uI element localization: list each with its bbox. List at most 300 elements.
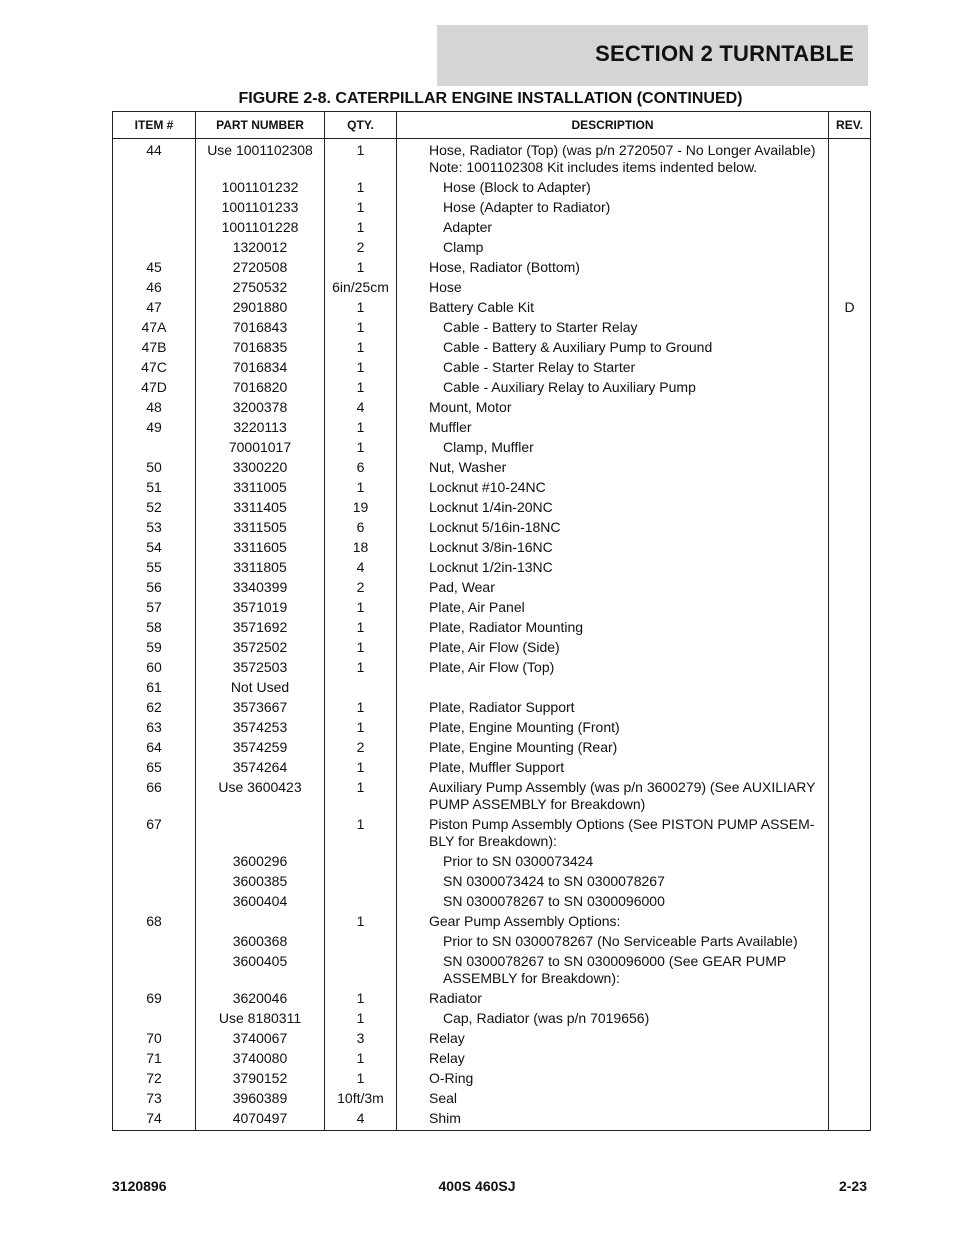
cell-item-number: 61 [113, 677, 196, 697]
cell-item-number: 71 [113, 1048, 196, 1068]
table-row [113, 397, 871, 417]
table-row [113, 139, 871, 178]
cell-item-number: 46 [113, 277, 196, 297]
cell-item-number: 66 [113, 777, 196, 814]
cell-description [397, 457, 829, 477]
cell-revision [829, 217, 871, 237]
description-text: Hose [429, 279, 462, 295]
cell-part-number: 3220113 [196, 417, 325, 437]
cell-description [397, 477, 829, 497]
cell-part-number: Use 3600423 [196, 777, 325, 814]
table-row [113, 1108, 871, 1131]
table-row [113, 317, 871, 337]
description-text: Plate, Air Flow (Top) [429, 659, 555, 675]
cell-description [397, 871, 829, 891]
cell-revision [829, 357, 871, 377]
cell-revision [829, 1048, 871, 1068]
table-row [113, 697, 871, 717]
cell-part-number: 3573667 [196, 697, 325, 717]
cell-description [397, 397, 829, 417]
description-text: Prior to SN 0300078267 (No Serviceable Parts Available) [443, 933, 798, 949]
description-text: Relay [429, 1030, 465, 1046]
table-row [113, 871, 871, 891]
cell-part-number: 3311005 [196, 477, 325, 497]
cell-item-number: 65 [113, 757, 196, 777]
description-text: Hose, Radiator (Top) (was p/n 2720507 - No Longer Available) Note: 1001102308 Kit includes items indented below. [429, 142, 816, 175]
description-text: Plate, Radiator Support [429, 699, 575, 715]
table-row [113, 677, 871, 697]
description-text: Prior to SN 0300073424 [443, 853, 594, 869]
description-text: Plate, Radiator Mounting [429, 619, 584, 635]
description-text: Locknut 3/8in-16NC [429, 539, 553, 555]
table-row [113, 437, 871, 457]
cell-description [397, 297, 829, 317]
description-text: Seal [429, 1090, 458, 1106]
cell-description [397, 337, 829, 357]
description-text: Cap, Radiator (was p/n 7019656) [443, 1010, 650, 1026]
cell-item-number: 47D [113, 377, 196, 397]
description-text: Hose, Radiator (Bottom) [429, 259, 580, 275]
cell-revision [829, 1028, 871, 1048]
table-row [113, 597, 871, 617]
description-text: Battery Cable Kit [429, 299, 535, 315]
cell-quantity: 6in/25cm [325, 277, 397, 297]
cell-description [397, 737, 829, 757]
cell-quantity: 2 [325, 237, 397, 257]
cell-part-number: 3620046 [196, 988, 325, 1008]
column-header-description: DESCRIPTION [397, 112, 829, 139]
cell-revision [829, 737, 871, 757]
cell-part-number: 3311805 [196, 557, 325, 577]
cell-part-number: 3600404 [196, 891, 325, 911]
description-text: Hose (Block to Adapter) [443, 179, 591, 195]
cell-part-number [196, 814, 325, 851]
description-text: SN 0300078267 to SN 0300096000 (See GEAR PUMP ASSEMBLY for Breakdown): [443, 953, 787, 986]
description-text: Shim [429, 1110, 461, 1126]
cell-item-number: 44 [113, 139, 196, 178]
cell-part-number: 2750532 [196, 277, 325, 297]
table-row [113, 277, 871, 297]
cell-item-number: 74 [113, 1108, 196, 1131]
description-text: Radiator [429, 990, 482, 1006]
cell-revision [829, 851, 871, 871]
description-text: Clamp [443, 239, 484, 255]
cell-revision [829, 1088, 871, 1108]
table-row [113, 891, 871, 911]
description-text: Locknut 1/2in-13NC [429, 559, 553, 575]
cell-quantity: 1 [325, 477, 397, 497]
cell-item-number: 62 [113, 697, 196, 717]
cell-item-number [113, 951, 196, 988]
cell-part-number: 3740067 [196, 1028, 325, 1048]
table-row [113, 537, 871, 557]
cell-revision [829, 814, 871, 851]
table-row [113, 297, 871, 317]
cell-part-number: 3740080 [196, 1048, 325, 1068]
cell-revision [829, 557, 871, 577]
table-row [113, 497, 871, 517]
table-row [113, 911, 871, 931]
cell-description [397, 377, 829, 397]
cell-quantity: 1 [325, 337, 397, 357]
cell-description [397, 597, 829, 617]
cell-revision [829, 277, 871, 297]
cell-part-number: 1001101232 [196, 177, 325, 197]
cell-revision [829, 177, 871, 197]
cell-revision [829, 637, 871, 657]
table-row [113, 637, 871, 657]
cell-description [397, 577, 829, 597]
table-row [113, 717, 871, 737]
cell-part-number: 3311505 [196, 517, 325, 537]
cell-revision [829, 437, 871, 457]
cell-revision [829, 517, 871, 537]
cell-part-number: Use 8180311 [196, 1008, 325, 1028]
table-row [113, 457, 871, 477]
cell-revision [829, 457, 871, 477]
table-row [113, 557, 871, 577]
cell-item-number [113, 871, 196, 891]
table-row [113, 517, 871, 537]
cell-description [397, 717, 829, 737]
cell-revision [829, 497, 871, 517]
cell-part-number: 3340399 [196, 577, 325, 597]
description-text: Cable - Starter Relay to Starter [443, 359, 636, 375]
description-text: Mount, Motor [429, 399, 512, 415]
cell-part-number: 3571019 [196, 597, 325, 617]
cell-part-number: 3960389 [196, 1088, 325, 1108]
table-row [113, 177, 871, 197]
table-row [113, 777, 871, 814]
cell-revision [829, 891, 871, 911]
cell-description [397, 757, 829, 777]
cell-item-number: 58 [113, 617, 196, 637]
cell-quantity: 1 [325, 657, 397, 677]
table-row [113, 951, 871, 988]
cell-part-number: 3572503 [196, 657, 325, 677]
cell-revision [829, 577, 871, 597]
description-text: Locknut 5/16in-18NC [429, 519, 561, 535]
cell-description [397, 139, 829, 178]
cell-description [397, 417, 829, 437]
table-row [113, 1028, 871, 1048]
cell-revision [829, 257, 871, 277]
cell-item-number: 54 [113, 537, 196, 557]
cell-revision [829, 717, 871, 737]
cell-description [397, 557, 829, 577]
description-text: Muffler [429, 419, 472, 435]
table-row [113, 1048, 871, 1068]
cell-item-number: 47C [113, 357, 196, 377]
cell-revision [829, 657, 871, 677]
cell-quantity: 1 [325, 1068, 397, 1088]
cell-item-number: 51 [113, 477, 196, 497]
cell-revision [829, 237, 871, 257]
cell-quantity [325, 851, 397, 871]
cell-part-number: 7016834 [196, 357, 325, 377]
cell-item-number: 68 [113, 911, 196, 931]
cell-description [397, 177, 829, 197]
cell-revision [829, 677, 871, 697]
cell-quantity: 1 [325, 197, 397, 217]
description-text: O-Ring [429, 1070, 474, 1086]
description-text: Gear Pump Assembly Options: [429, 913, 621, 929]
cell-item-number: 73 [113, 1088, 196, 1108]
description-text: Relay [429, 1050, 465, 1066]
table-row [113, 814, 871, 851]
parts-table-body [113, 139, 871, 1131]
table-row [113, 337, 871, 357]
cell-description [397, 277, 829, 297]
cell-revision [829, 537, 871, 557]
cell-description [397, 891, 829, 911]
description-text: Plate, Air Flow (Side) [429, 639, 560, 655]
table-row [113, 1008, 871, 1028]
cell-quantity: 18 [325, 537, 397, 557]
cell-revision [829, 197, 871, 217]
description-text: Plate, Engine Mounting (Rear) [429, 739, 618, 755]
cell-item-number: 55 [113, 557, 196, 577]
cell-part-number: 7016843 [196, 317, 325, 337]
cell-revision [829, 951, 871, 988]
cell-quantity: 3 [325, 1028, 397, 1048]
cell-quantity: 1 [325, 814, 397, 851]
cell-revision [829, 417, 871, 437]
cell-quantity [325, 951, 397, 988]
cell-revision [829, 397, 871, 417]
table-row [113, 357, 871, 377]
cell-description [397, 851, 829, 871]
cell-quantity: 1 [325, 637, 397, 657]
cell-description [397, 1008, 829, 1028]
cell-quantity [325, 931, 397, 951]
cell-part-number: 7016835 [196, 337, 325, 357]
cell-description [397, 197, 829, 217]
cell-part-number: 3600405 [196, 951, 325, 988]
table-row [113, 477, 871, 497]
description-text: SN 0300073424 to SN 0300078267 [443, 873, 665, 889]
cell-quantity: 6 [325, 457, 397, 477]
cell-quantity: 1 [325, 177, 397, 197]
cell-quantity: 1 [325, 597, 397, 617]
cell-quantity: 19 [325, 497, 397, 517]
cell-description [397, 1108, 829, 1131]
cell-revision [829, 697, 871, 717]
cell-item-number: 47 [113, 297, 196, 317]
cell-revision [829, 617, 871, 637]
cell-revision [829, 377, 871, 397]
cell-quantity: 1 [325, 417, 397, 437]
table-row [113, 657, 871, 677]
cell-item-number: 48 [113, 397, 196, 417]
cell-description [397, 537, 829, 557]
footer-model: 400S 460SJ [438, 1178, 516, 1194]
cell-quantity: 6 [325, 517, 397, 537]
cell-part-number: 2720508 [196, 257, 325, 277]
table-row [113, 988, 871, 1008]
cell-revision [829, 597, 871, 617]
table-row [113, 197, 871, 217]
cell-item-number [113, 177, 196, 197]
table-row [113, 577, 871, 597]
cell-item-number [113, 437, 196, 457]
cell-quantity: 10ft/3m [325, 1088, 397, 1108]
cell-revision: D [829, 297, 871, 317]
cell-item-number: 60 [113, 657, 196, 677]
cell-description [397, 517, 829, 537]
cell-part-number: 4070497 [196, 1108, 325, 1131]
cell-item-number [113, 197, 196, 217]
cell-description [397, 617, 829, 637]
cell-description [397, 911, 829, 931]
cell-part-number: 3600385 [196, 871, 325, 891]
cell-description [397, 237, 829, 257]
cell-quantity: 1 [325, 911, 397, 931]
cell-description [397, 1028, 829, 1048]
cell-description [397, 357, 829, 377]
cell-quantity: 1 [325, 357, 397, 377]
cell-item-number: 53 [113, 517, 196, 537]
cell-item-number: 52 [113, 497, 196, 517]
cell-quantity: 1 [325, 317, 397, 337]
section-title: SECTION 2 TURNTABLE [595, 41, 854, 66]
cell-item-number: 47B [113, 337, 196, 357]
cell-revision [829, 1068, 871, 1088]
cell-item-number: 63 [113, 717, 196, 737]
parts-table [112, 111, 871, 1131]
cell-item-number: 64 [113, 737, 196, 757]
description-text: Plate, Engine Mounting (Front) [429, 719, 620, 735]
column-header-rev: REV. [829, 112, 871, 139]
cell-description [397, 951, 829, 988]
description-text: Locknut #10-24NC [429, 479, 546, 495]
table-row [113, 931, 871, 951]
cell-item-number: 59 [113, 637, 196, 657]
cell-part-number: 1001101233 [196, 197, 325, 217]
cell-description [397, 497, 829, 517]
cell-part-number: 3311405 [196, 497, 325, 517]
cell-description [397, 697, 829, 717]
cell-description [397, 1048, 829, 1068]
cell-part-number: 7016820 [196, 377, 325, 397]
description-text: Cable - Auxiliary Relay to Auxiliary Pump [443, 379, 696, 395]
cell-part-number: 3790152 [196, 1068, 325, 1088]
description-text: SN 0300078267 to SN 0300096000 [443, 893, 665, 909]
cell-part-number: Not Used [196, 677, 325, 697]
cell-item-number [113, 891, 196, 911]
cell-part-number: 3600368 [196, 931, 325, 951]
description-text: Plate, Muffler Support [429, 759, 565, 775]
cell-quantity: 4 [325, 397, 397, 417]
cell-quantity: 1 [325, 377, 397, 397]
table-row [113, 217, 871, 237]
footer-publication-number: 3120896 [112, 1178, 167, 1194]
cell-part-number [196, 911, 325, 931]
cell-description [397, 657, 829, 677]
cell-quantity: 1 [325, 717, 397, 737]
cell-part-number: 2901880 [196, 297, 325, 317]
cell-quantity: 4 [325, 557, 397, 577]
cell-part-number: 3574259 [196, 737, 325, 757]
cell-quantity: 2 [325, 737, 397, 757]
cell-quantity: 4 [325, 1108, 397, 1131]
cell-part-number: 70001017 [196, 437, 325, 457]
footer-page-number: 2-23 [838, 1178, 867, 1194]
column-header-item: ITEM # [113, 112, 196, 139]
cell-revision [829, 317, 871, 337]
cell-quantity: 1 [325, 217, 397, 237]
table-row [113, 617, 871, 637]
cell-description [397, 677, 829, 697]
table-row [113, 237, 871, 257]
cell-description [397, 814, 829, 851]
cell-description [397, 1088, 829, 1108]
cell-part-number: 1001101228 [196, 217, 325, 237]
cell-part-number: Use 1001102308 [196, 139, 325, 178]
cell-item-number: 56 [113, 577, 196, 597]
column-header-part-number: PART NUMBER [196, 112, 325, 139]
cell-quantity: 1 [325, 757, 397, 777]
table-row [113, 757, 871, 777]
cell-part-number: 3200378 [196, 397, 325, 417]
cell-quantity: 1 [325, 1048, 397, 1068]
cell-quantity [325, 891, 397, 911]
cell-item-number [113, 237, 196, 257]
figure-title: FIGURE 2-8. CATERPILLAR ENGINE INSTALLATION (CONTINUED) [238, 90, 743, 107]
cell-quantity [325, 871, 397, 891]
cell-revision [829, 911, 871, 931]
cell-description [397, 931, 829, 951]
cell-revision [829, 988, 871, 1008]
cell-revision [829, 931, 871, 951]
cell-item-number: 72 [113, 1068, 196, 1088]
description-text: Cable - Battery to Starter Relay [443, 319, 638, 335]
cell-revision [829, 777, 871, 814]
description-text: Nut, Washer [429, 459, 507, 475]
cell-revision [829, 757, 871, 777]
cell-quantity: 1 [325, 257, 397, 277]
cell-description [397, 317, 829, 337]
description-text: Piston Pump Assembly Options (See PISTON PUMP ASSEM- BLY for Breakdown): [429, 816, 815, 849]
table-row [113, 257, 871, 277]
section-banner [437, 25, 868, 86]
cell-part-number: 1320012 [196, 237, 325, 257]
cell-item-number [113, 931, 196, 951]
cell-quantity: 1 [325, 139, 397, 178]
description-text: Adapter [443, 219, 493, 235]
column-header-qty: QTY. [325, 112, 397, 139]
table-row [113, 1068, 871, 1088]
cell-item-number: 67 [113, 814, 196, 851]
cell-item-number: 45 [113, 257, 196, 277]
cell-item-number [113, 217, 196, 237]
cell-part-number: 3300220 [196, 457, 325, 477]
cell-item-number: 49 [113, 417, 196, 437]
cell-item-number [113, 851, 196, 871]
table-row [113, 851, 871, 871]
cell-revision [829, 139, 871, 178]
cell-description [397, 437, 829, 457]
description-text: Pad, Wear [429, 579, 495, 595]
description-text: Auxiliary Pump Assembly (was p/n 3600279) (See AUXILIARY PUMP ASSEMBLY for Breakdown) [429, 779, 816, 812]
cell-part-number: 3571692 [196, 617, 325, 637]
cell-item-number [113, 1008, 196, 1028]
cell-quantity: 1 [325, 697, 397, 717]
cell-quantity: 1 [325, 988, 397, 1008]
cell-quantity: 1 [325, 1008, 397, 1028]
table-row [113, 737, 871, 757]
cell-description [397, 1068, 829, 1088]
